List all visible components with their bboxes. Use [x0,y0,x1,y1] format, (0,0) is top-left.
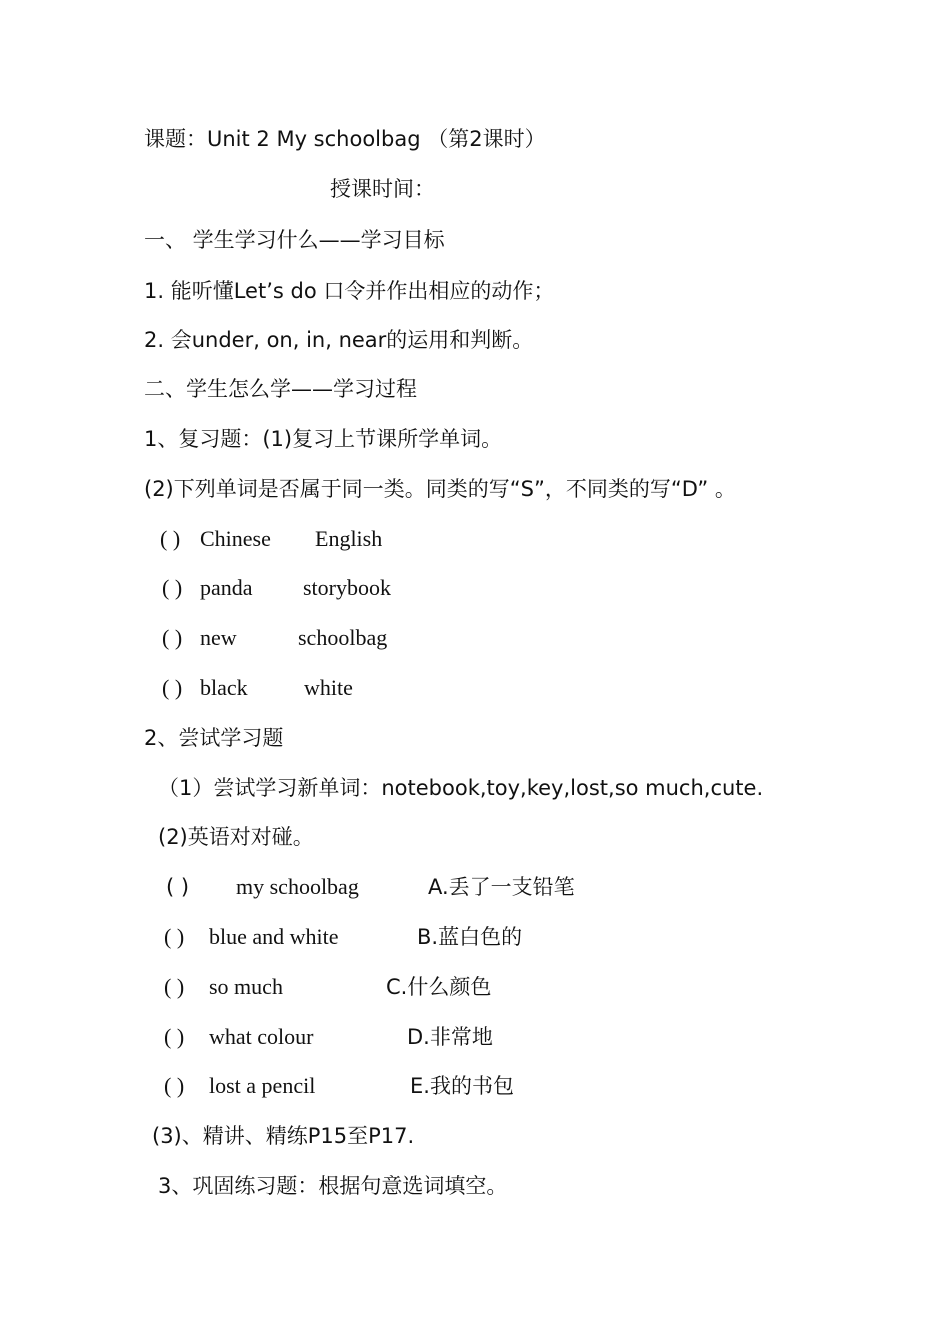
answer-blank: ( ) [162,625,183,650]
answer-blank: ( ) [164,1073,185,1098]
match-english: lost a pencil [209,1073,316,1098]
answer-blank: ( ) [166,875,190,899]
goal-item: 2. 会under, on, in, near的运用和判断。 [144,328,534,352]
pair-word-2: storybook [303,575,391,600]
review-title: 1、复习题：(1)复习上节课所学单词。 [144,427,503,451]
match-chinese: B.蓝白色的 [417,925,523,949]
section1-heading: 一、 学生学习什么——学习目标 [144,228,445,252]
pair-word-1: black [200,675,248,700]
match-chinese: A.丢了一支铅笔 [428,875,575,899]
answer-blank: ( ) [164,974,185,999]
match-chinese: E.我的书包 [410,1074,514,1098]
pair-word-1: new [200,625,237,650]
pair-word-1: Chinese [200,526,271,551]
pair-word-2: schoolbag [298,625,388,650]
answer-blank: ( ) [162,575,183,600]
try-words: （1）尝试学习新单词：notebook,toy,key,lost,so much,cute. [158,776,764,800]
section2-heading: 二、学生怎么学——学习过程 [144,377,417,401]
goal-item: 1. 能听懂Let’s do 口令并作出相应的动作； [144,279,555,303]
answer-blank: ( ) [164,924,185,949]
match-chinese: D.非常地 [407,1025,493,1049]
lesson-time-label: 授课时间： [330,177,435,201]
match-english: my schoolbag [236,874,359,899]
pair-word-2: white [304,675,353,700]
match-title: (2)英语对对碰。 [158,825,314,849]
try-title: 2、尝试学习题 [144,726,284,750]
answer-blank: ( ) [162,675,183,700]
match-chinese: C.什么颜色 [386,975,492,999]
pair-word-2: English [315,526,383,551]
match-english: blue and white [209,924,339,949]
match-english: what colour [209,1024,314,1049]
pair-word-1: panda [200,575,253,600]
answer-blank: ( ) [160,526,181,551]
match-english: so much [209,974,283,999]
review-instruction: (2)下列单词是否属于同一类。同类的写“S”，不同类的写“D” 。 [144,477,736,501]
answer-blank: ( ) [164,1024,185,1049]
practice-line: (3)、精讲、精练P15至P17. [152,1124,415,1148]
lesson-title: 课题：Unit 2 My schoolbag （第2课时） [144,127,546,151]
consolidate-title: 3、巩固练习题：根据句意选词填空。 [158,1174,508,1198]
